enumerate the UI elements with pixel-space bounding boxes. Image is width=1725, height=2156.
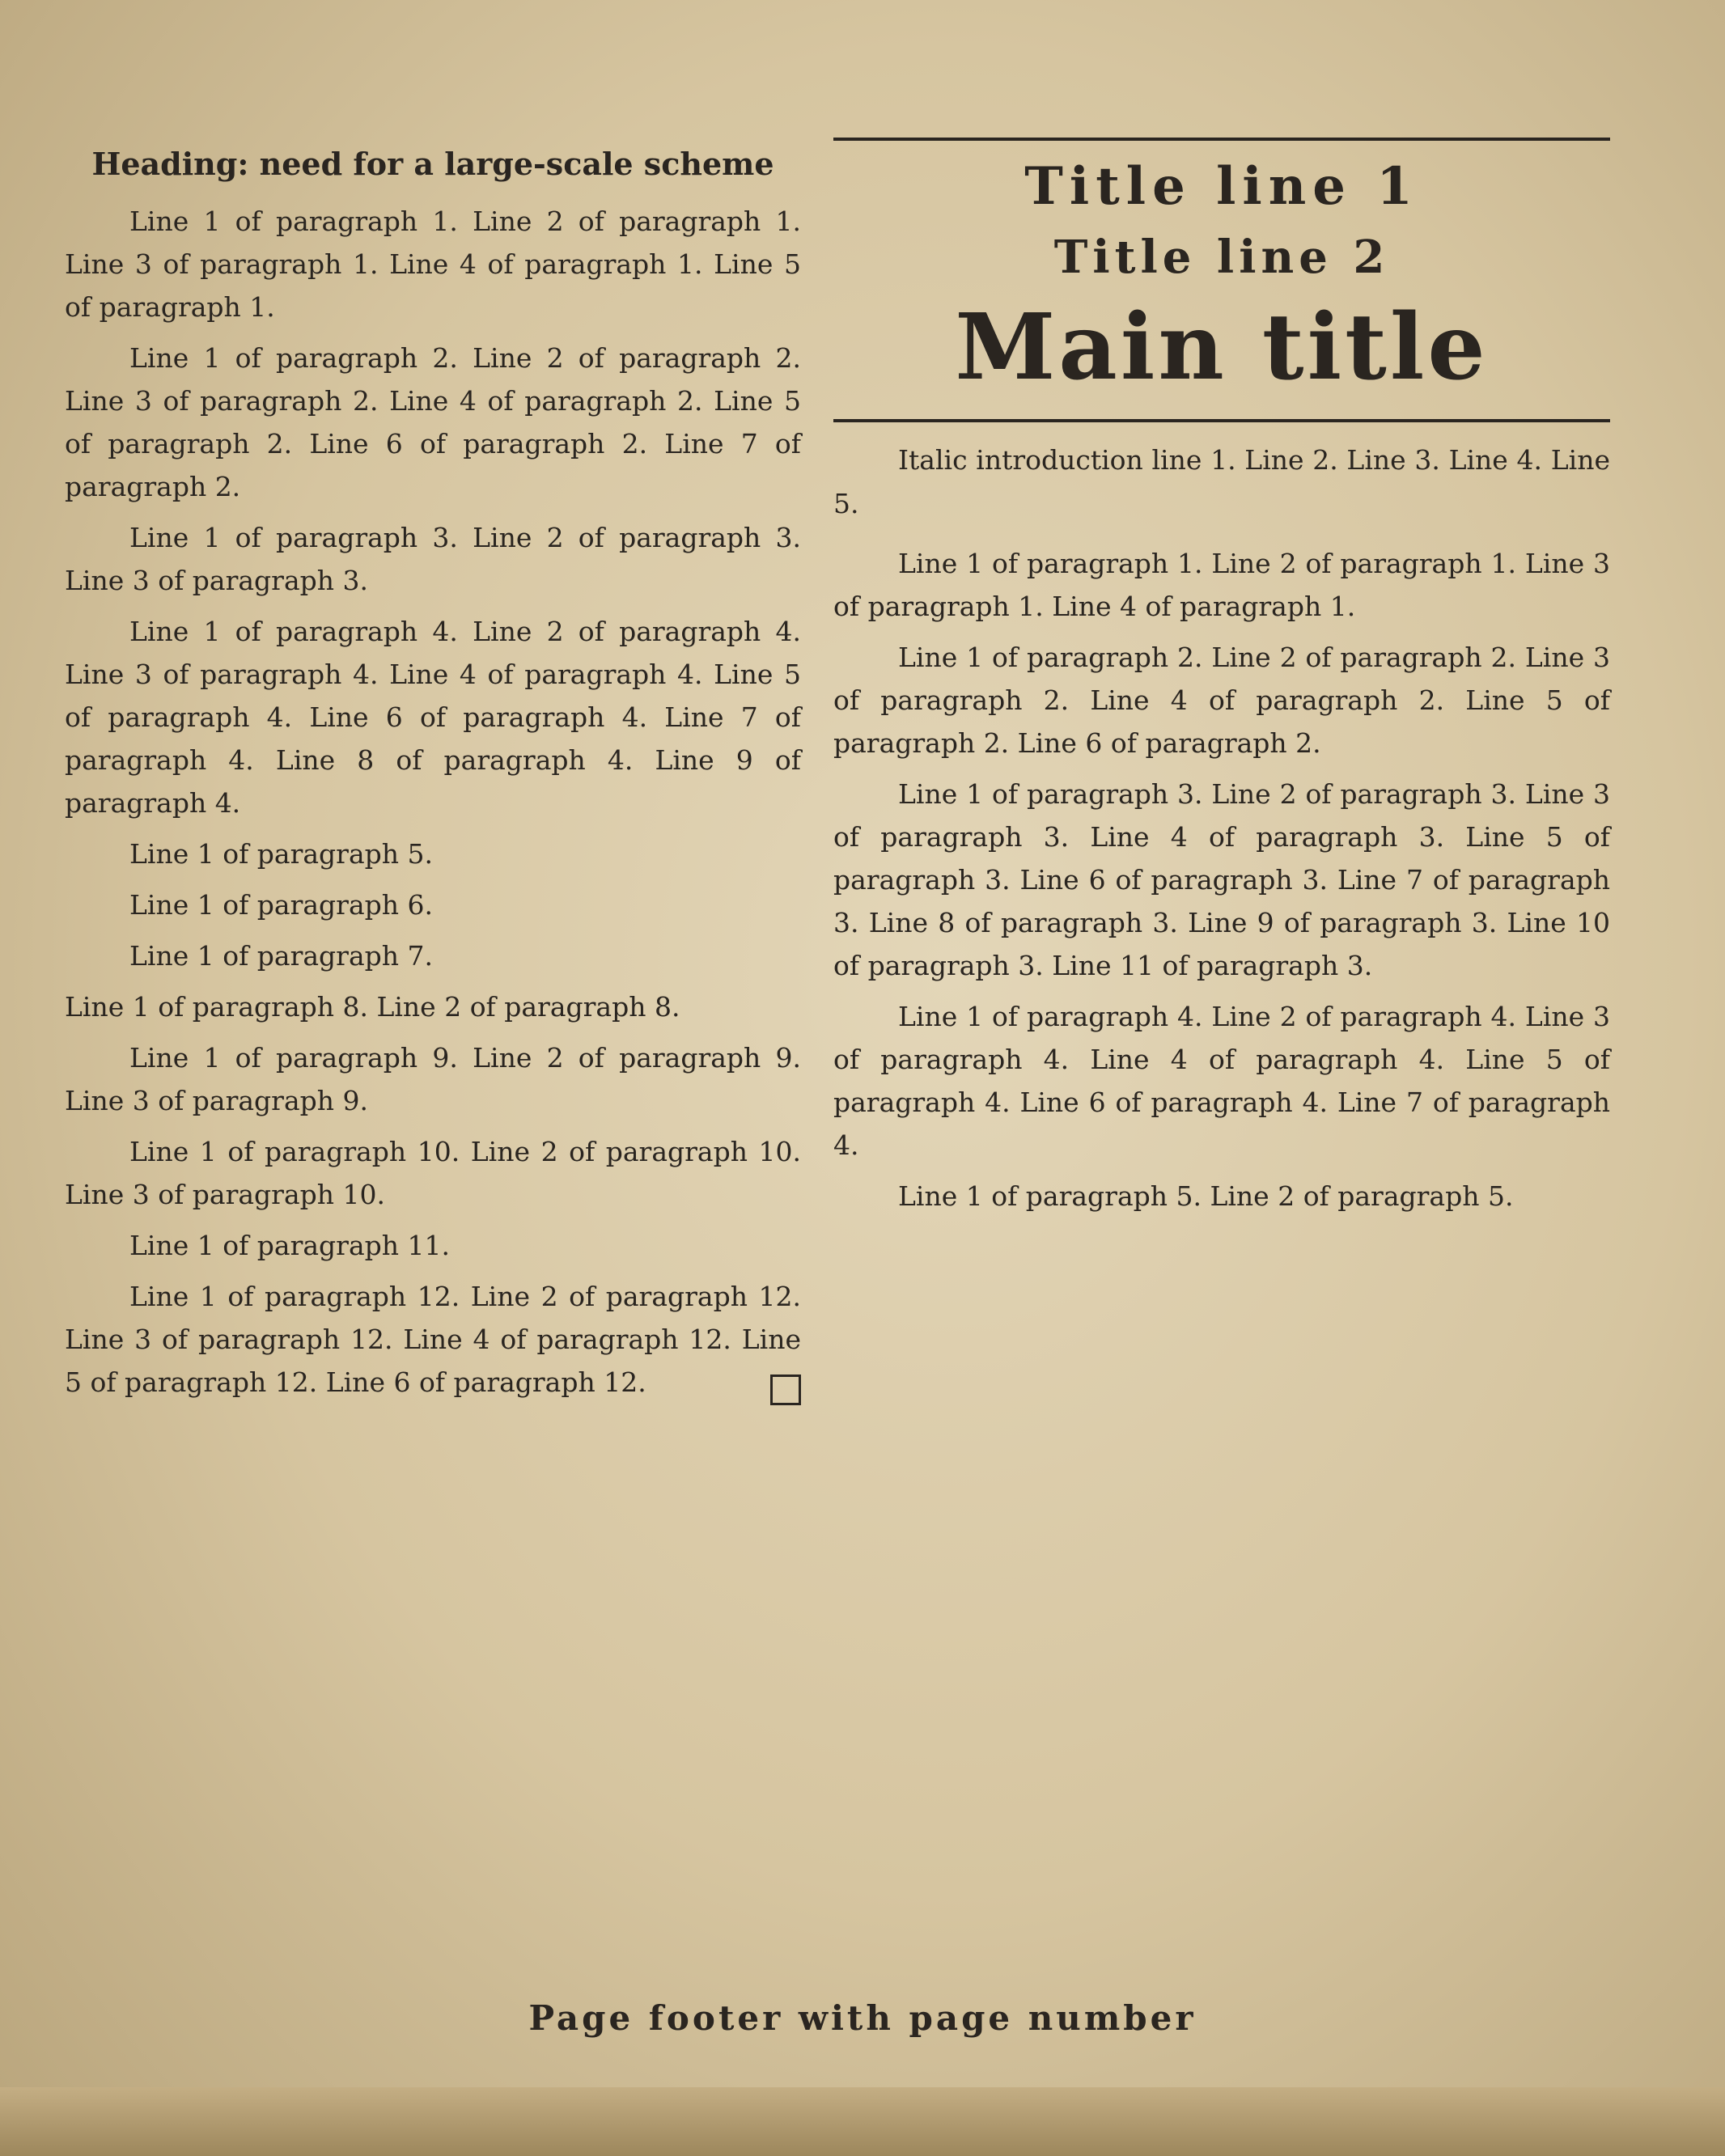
section-heading: Heading: need for a large-scale scheme bbox=[91, 146, 774, 182]
right-column bbox=[833, 138, 1610, 1226]
paragraph: Line 1 of paragraph 2. Line 2 of paragraph 2. Line 3 of paragraph 2. Line 4 of paragraph 2. Line 5 of paragraph 2. Line 6 of paragraph 2. bbox=[833, 642, 1610, 759]
article-intro: Italic introduction line 1. Line 2. Line 3. Line 4. Line 5. bbox=[833, 444, 1610, 519]
paragraph: Line 1 of paragraph 4. Line 2 of paragraph 4. Line 3 of paragraph 4. Line 4 of paragraph 4. Line 5 of paragraph 4. Line 6 of paragraph 4. Line 7 of paragraph 4. bbox=[833, 1001, 1610, 1161]
left-column bbox=[65, 146, 801, 1412]
title-rule bbox=[833, 419, 1610, 422]
paragraph: Line 1 of paragraph 5. Line 2 of paragraph 5. bbox=[898, 1180, 1514, 1212]
paragraph: Line 1 of paragraph 4. Line 2 of paragraph 4. Line 3 of paragraph 4. Line 4 of paragraph 4. Line 5 of paragraph 4. Line 6 of paragraph 4. Line 7 of paragraph 4. Line 8 of paragraph 4. Line 9 of paragraph 4. bbox=[65, 616, 801, 819]
paragraph: Line 1 of paragraph 1. Line 2 of paragraph 1. Line 3 of paragraph 1. Line 4 of paragraph 1. bbox=[833, 548, 1610, 622]
page-footer: Page footer with page number bbox=[528, 1998, 1197, 2038]
end-mark-icon bbox=[770, 1375, 801, 1405]
paragraph: Line 1 of paragraph 3. Line 2 of paragraph 3. Line 3 of paragraph 3. bbox=[65, 522, 801, 596]
paragraph: Line 1 of paragraph 8. Line 2 of paragraph 8. bbox=[65, 991, 680, 1023]
article-title-block bbox=[833, 141, 1610, 419]
title-line-2: Title line 2 bbox=[1053, 231, 1390, 284]
paragraph: Line 1 of paragraph 1. Line 2 of paragraph 1. Line 3 of paragraph 1. Line 4 of paragraph 1. Line 5 of paragraph 1. bbox=[65, 205, 801, 323]
paragraph: Line 1 of paragraph 3. Line 2 of paragraph 3. Line 3 of paragraph 3. Line 4 of paragraph 3. Line 5 of paragraph 3. Line 6 of paragraph 3. Line 7 of paragraph 3. Line 8 of paragraph 3. Line 9 of paragraph 3. Line 10 of paragraph 3. Line 11 of paragraph 3. bbox=[833, 778, 1610, 981]
paragraph: Line 1 of paragraph 12. Line 2 of paragraph 12. Line 3 of paragraph 12. Line 4 of paragraph 12. Line 5 of paragraph 12. Line 6 of paragraph 12. bbox=[65, 1281, 801, 1398]
title-line-1: Title line 1 bbox=[1024, 156, 1419, 217]
paragraph: Line 1 of paragraph 2. Line 2 of paragraph 2. Line 3 of paragraph 2. Line 4 of paragraph 2. Line 5 of paragraph 2. Line 6 of paragraph 2. Line 7 of paragraph 2. bbox=[65, 342, 801, 502]
paragraph: Line 1 of paragraph 10. Line 2 of paragraph 10. Line 3 of paragraph 10. bbox=[65, 1136, 801, 1210]
paragraph: Line 1 of paragraph 9. Line 2 of paragraph 9. Line 3 of paragraph 9. bbox=[65, 1042, 801, 1116]
list-item: Line 1 of paragraph 6. bbox=[129, 889, 433, 921]
page-edge-stain bbox=[0, 2087, 1725, 2156]
list-item: Line 1 of paragraph 7. bbox=[129, 940, 433, 972]
article-title: Main title bbox=[955, 294, 1489, 400]
paragraph: Line 1 of paragraph 11. bbox=[129, 1230, 450, 1261]
paragraph: Line 1 of paragraph 5. bbox=[129, 838, 433, 870]
